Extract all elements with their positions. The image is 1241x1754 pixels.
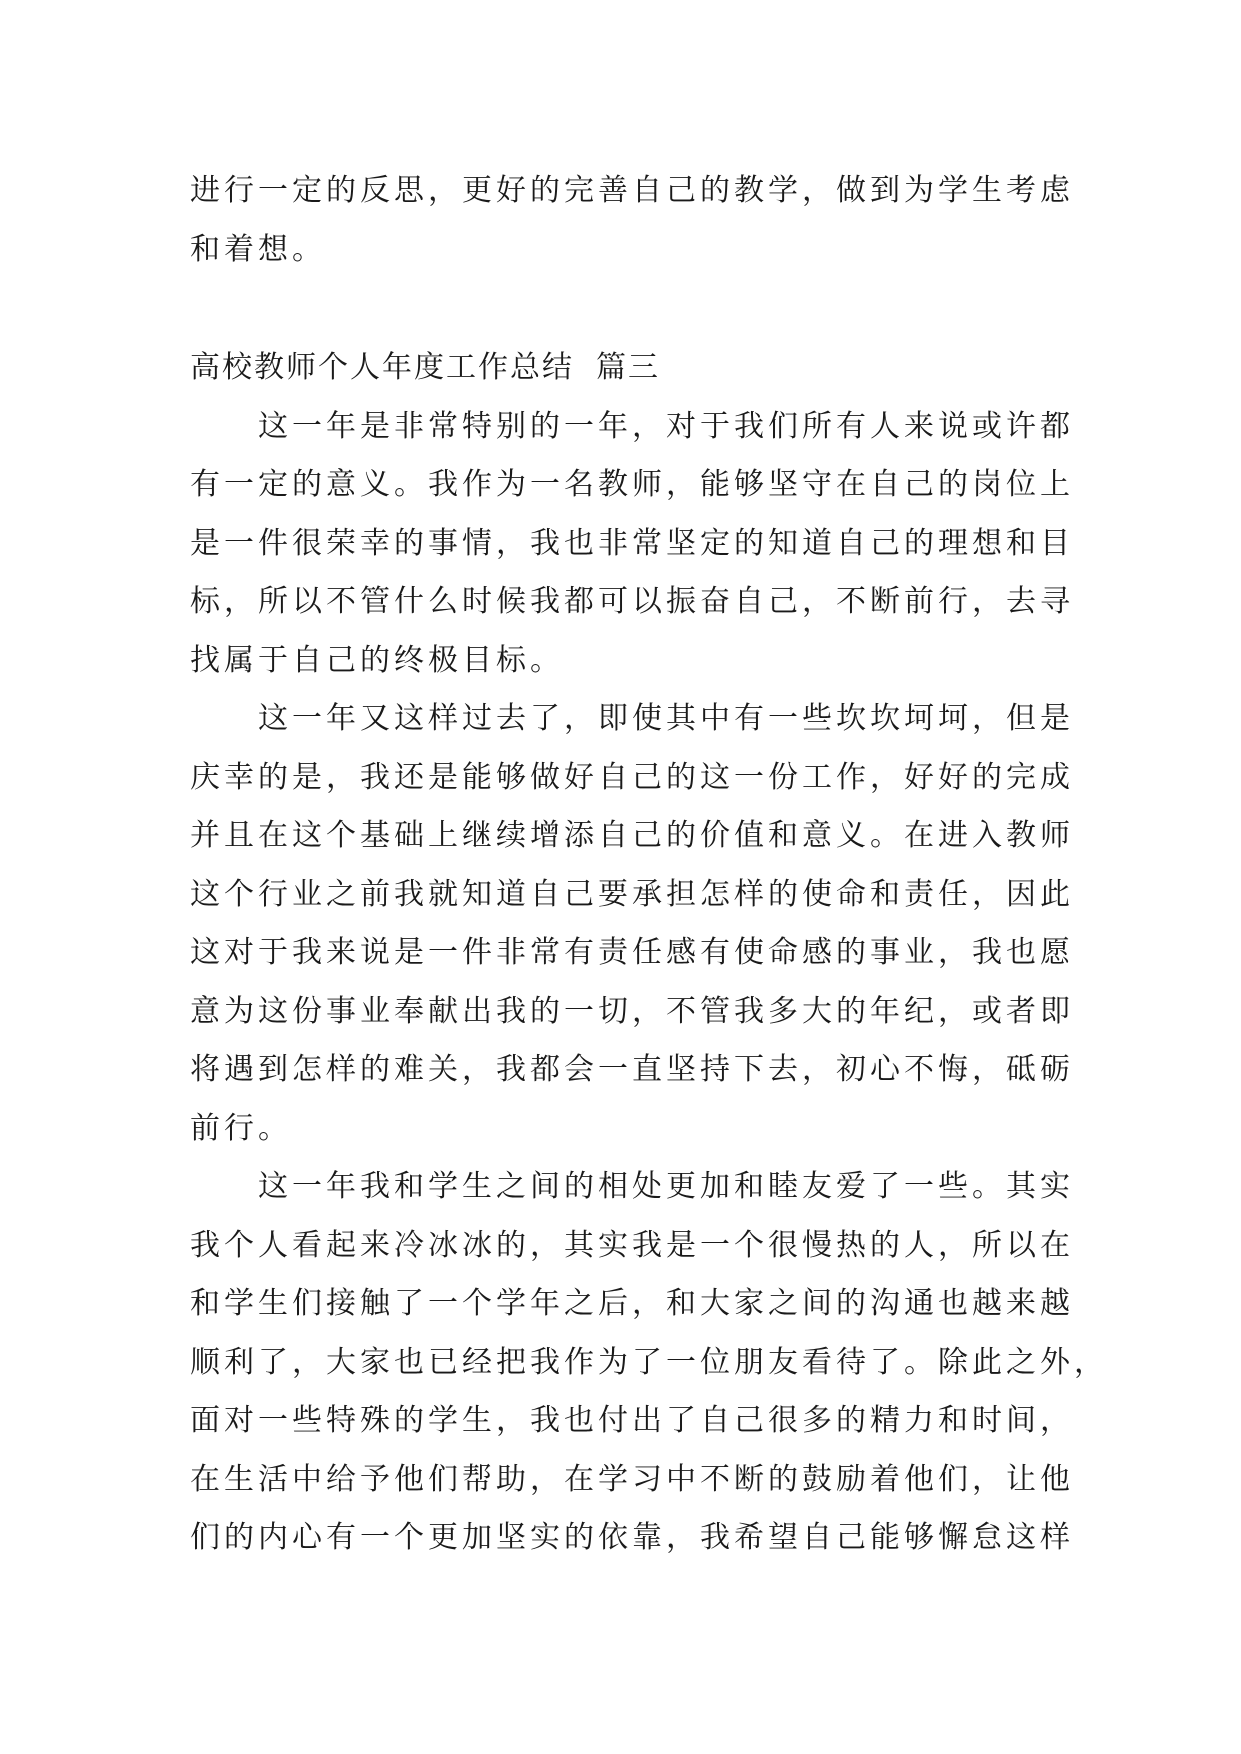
text-line: 在生活中给予他们帮助，在学习中不断的鼓励着他们，让他 — [190, 1461, 1074, 1497]
text-line: 顺利了，大家也已经把我作为了一位朋友看待了。除此之外， — [190, 1344, 1108, 1380]
document-body — [190, 162, 1108, 1568]
text-line: 这一年又这样过去了，即使其中有一些坎坎坷坷，但是 — [258, 701, 1074, 736]
text-line: 和着想。 — [190, 231, 326, 267]
text-line: 有一定的意义。我作为一名教师，能够坚守在自己的岗位上 — [190, 467, 1074, 502]
section-label: 篇三 — [596, 350, 660, 385]
text-line: 意为这份事业奉献出我的一切，不管我多大的年纪，或者即 — [190, 993, 1074, 1029]
text-line: 面对一些特殊的学生，我也付出了自己很多的精力和时间， — [190, 1403, 1074, 1438]
text-line: 进行一定的反思，更好的完善自己的教学，做到为学生考虑 — [190, 173, 1074, 208]
text-line: 庆幸的是，我还是能够做好自己的这一份工作，好好的完成 — [190, 759, 1074, 795]
text-line: 这一年我和学生之间的相处更加和睦友爱了一些。其实 — [258, 1169, 1074, 1204]
text-line: 和学生们接触了一个学年之后，和大家之间的沟通也越来越 — [190, 1286, 1074, 1321]
text-line: 这个行业之前我就知道自己要承担怎样的使命和责任，因此 — [190, 876, 1074, 912]
text-line: 这一年是非常特别的一年，对于我们所有人来说或许都 — [258, 408, 1074, 444]
text-line: 是一件很荣幸的事情，我也非常坚定的知道自己的理想和目 — [190, 525, 1074, 561]
text-line: 这对于我来说是一件非常有责任感有使命感的事业，我也愿 — [190, 935, 1074, 970]
text-line: 我个人看起来冷冰冰的，其实我是一个很慢热的人，所以在 — [190, 1227, 1074, 1263]
paragraph-gap — [190, 279, 1050, 339]
text-line: 们的内心有一个更加坚实的依靠，我希望自己能够懈怠这样 — [190, 1520, 1074, 1555]
text-line: 将遇到怎样的难关，我都会一直坚持下去，初心不悔，砥砺 — [190, 1052, 1074, 1087]
text-line: 标，所以不管什么时候我都可以振奋自己，不断前行，去寻 — [190, 584, 1074, 619]
text-line: 并且在这个基础上继续增添自己的价值和意义。在进入教师 — [190, 818, 1074, 853]
section-heading — [190, 339, 1050, 398]
text-line: 前行。 — [190, 1110, 292, 1146]
section-title: 高校教师个人年度工作总结 — [190, 350, 574, 385]
text-line: 找属于自己的终极目标。 — [190, 642, 564, 678]
